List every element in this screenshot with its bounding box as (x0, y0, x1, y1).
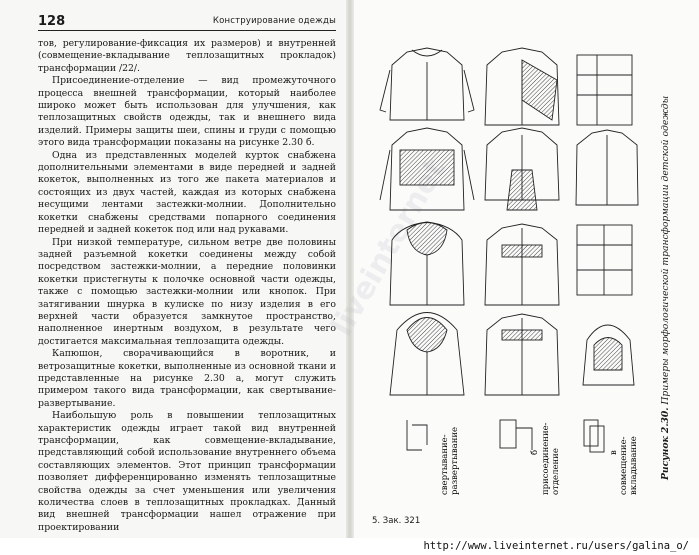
label-v-line1: совмещение- (619, 436, 629, 495)
figure-caption (660, 40, 674, 480)
garment-figure (372, 40, 647, 500)
hood-illustration-c4 (583, 325, 634, 385)
source-url-bar (0, 538, 699, 555)
fold-diagram-b (500, 420, 532, 450)
fold-diagram-c (584, 420, 604, 452)
label-v-letter: в (609, 450, 619, 455)
book-gutter (346, 0, 354, 555)
caption-text: Примеры морфологической трансформации детской одежды (660, 95, 671, 405)
jacket-illustration-b4 (485, 314, 559, 395)
jacket-illustration-a1 (380, 48, 474, 120)
pattern-drawing-c1 (577, 55, 632, 125)
body-text (38, 38, 336, 534)
paragraph: Наибольшую роль в повышении теплозащитных характеристик одежды играет такой вид внутренней трансформации, как совмещение-вкладывание, представляющий собой использование внутреннего объема составляющих элементов. Этот принцип трансформации позволяет дифференцированно изменять теплозащитные свойства одежды за счет уменьшения или увеличения количества слоев в теплозащитных прокладках. Данный вид внешней трансформации нашел отражение при проектировании (38, 410, 336, 533)
paragraph: Присоединение-отделение — вид промежуточного процесса внешней трансформации, который наиболее широко может быть использован для улучшения, как теплозащитных свойств одежды, так и внешнего вида изделий. Примеры защиты шеи, спины и груди с помощью этого вида трансформации показаны на рисунке 2.30 б. (38, 75, 336, 149)
label-b-line2: отделение (551, 448, 561, 495)
jacket-illustration-b1 (485, 48, 559, 125)
paragraph: тов, регулирование-фиксация их размеров) и внутренней (совмещение-вкладывание теплозащитных прокладок) трансформации /22/. (38, 38, 336, 74)
jacket-illustration-c2 (576, 130, 638, 205)
jacket-illustration-a2 (380, 128, 474, 210)
pattern-drawing-c3 (577, 225, 632, 295)
jacket-illustration-a3 (390, 222, 464, 305)
paragraph: Капюшон, сворачивающийся в воротник, и ветрозащитные кокетки, выполненные из основной ткани и представленные на рисунке 2.30 а, могут служить примером такого вида трансформации, как свертывание-развертывание. (38, 348, 336, 409)
label-a-line1: свертывание- (440, 434, 450, 495)
label-b-line1: присоединение- (541, 422, 551, 495)
printer-signature: 5. Зак. 321 (372, 516, 421, 526)
jacket-illustration-b3 (485, 224, 559, 305)
source-url: http://www.liveinternet.ru/users/galina_o/ (423, 540, 689, 552)
paragraph: При низкой температуре, сильном ветре две половины задней разъемной кокетки соединены между собой посредством застежки-молнии, а передние половинки кокетки пристегнуты к полочке основной части одежды, также с помощью застежки-молнии или кнопок. При затягивании шнурка в кулиске по низу изделия в его верхней части образуется замкнутое пространство, наполненное инертным воздухом, в результате чего достигается максимальная теплозащита одежды. (38, 236, 336, 347)
label-v-line2: вкладывание (629, 436, 639, 495)
page-header (38, 14, 336, 31)
jacket-illustration-b2 (485, 128, 559, 210)
paragraph: Одна из представленных моделей курток снабжена дополнительными элементами в виде передней и задней кокеток, выполненных из того же пакета материалов и состоящих из двух частей, каждая из которых снабжена несущими лентами застежки-молнии. Дополнительно кокетки снабжены средствами попарного соединения передней и задней кокеток под или над рукавами. (38, 149, 336, 236)
fold-diagram-a (407, 420, 427, 450)
running-head: Конструирование одежды (212, 16, 336, 26)
caption-label: Рисунок 2.30. (660, 407, 671, 480)
label-b-letter: б (530, 449, 540, 455)
label-a-line2: развертывание (450, 426, 460, 495)
hooded-jacket-illustration-a4 (390, 313, 464, 396)
page-number: 128 (38, 14, 66, 29)
